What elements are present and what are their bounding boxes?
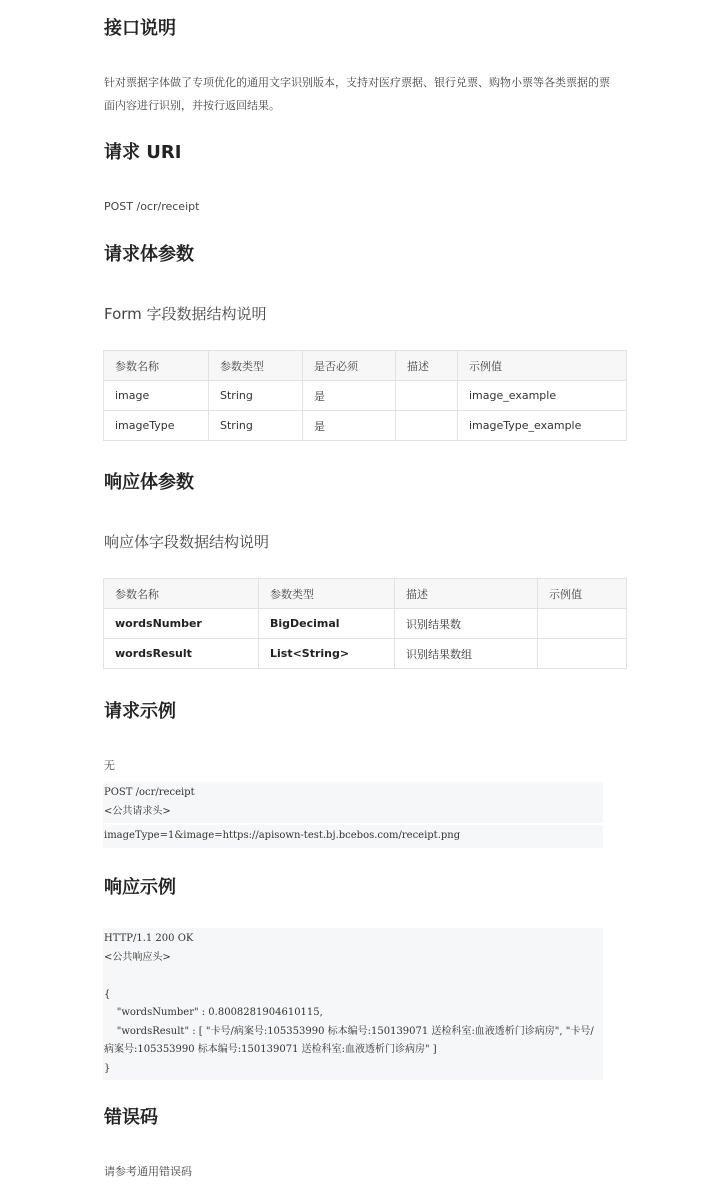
code-line	[104, 967, 603, 986]
table-cell: String	[209, 411, 303, 441]
table-cell	[538, 609, 627, 639]
response-body-table	[103, 578, 627, 669]
interface-description-text: 针对票据字体做了专项优化的通用文字识别版本，支持对医疗票据、银行兑票、购物小票等各类票据的票面内容进行识别，并按行返回结果。	[104, 76, 610, 112]
table-cell: String	[209, 381, 303, 411]
table-cell: image_example	[458, 381, 627, 411]
table-header-row	[104, 579, 627, 609]
section-title-error-codes: 错误码	[104, 1107, 158, 1128]
section-title-response-example: 响应示例	[104, 877, 176, 898]
code-line: <公共响应头>	[104, 951, 171, 963]
table-cell: 是	[303, 381, 396, 411]
table-row	[104, 609, 627, 639]
table-cell: List<String>	[259, 639, 395, 669]
table-cell: BigDecimal	[259, 609, 395, 639]
response-body-subtitle: 响应体字段数据结构说明	[104, 533, 270, 551]
section-title-interface-description: 接口说明	[104, 18, 176, 39]
table-header-cell: 参数名称	[104, 579, 259, 609]
code-line: <公共请求头>	[104, 805, 171, 817]
table-cell: imageType	[104, 411, 209, 441]
section-title-response-body: 响应体参数	[104, 472, 194, 493]
code-line: {	[104, 988, 111, 1000]
code-line: imageType=1&image=https://apisown-test.bj.bcebos.com/receipt.png	[104, 830, 461, 841]
table-cell: 识别结果数	[395, 609, 538, 639]
request-body-subtitle: Form 字段数据结构说明	[104, 305, 267, 323]
table-header-cell: 参数类型	[259, 579, 395, 609]
table-row	[104, 639, 627, 669]
code-line: "wordsResult" : [ "卡号/病案号:105353990 标本编号:150139071 送检科室:血液透析门诊病房", "卡号/病案号:105353990 标本编号:150139071 送检科室:血液透析门诊病房" ]	[104, 1025, 594, 1055]
table-cell: wordsNumber	[104, 609, 259, 639]
code-line: POST /ocr/receipt	[104, 787, 195, 798]
request-example-body-code-block	[103, 825, 603, 848]
table-header-cell: 参数类型	[209, 351, 303, 381]
response-example-code-block	[103, 928, 603, 1080]
request-example-text: 无	[104, 759, 115, 772]
table-cell: image	[104, 381, 209, 411]
table-cell: 识别结果数组	[395, 639, 538, 669]
table-cell: 是	[303, 411, 396, 441]
table-header-cell: 示例值	[538, 579, 627, 609]
table-row	[104, 381, 627, 411]
table-header-row	[104, 351, 627, 381]
table-header-cell: 示例值	[458, 351, 627, 381]
table-cell	[396, 381, 458, 411]
section-title-request-body: 请求体参数	[104, 244, 194, 265]
table-cell	[538, 639, 627, 669]
request-example-code-block	[103, 782, 603, 823]
error-codes-text: 请参考通用错误码	[104, 1165, 192, 1178]
table-header-cell: 描述	[396, 351, 458, 381]
table-cell	[396, 411, 458, 441]
table-row	[104, 411, 627, 441]
code-line: "wordsNumber" : 0.8008281904610115,	[104, 1007, 323, 1018]
section-title-request-example: 请求示例	[104, 701, 176, 722]
code-line: HTTP/1.1 200 OK	[104, 933, 194, 944]
request-uri-text: POST /ocr/receipt	[104, 200, 200, 213]
table-cell: imageType_example	[458, 411, 627, 441]
table-header-cell: 是否必须	[303, 351, 396, 381]
section-title-request-uri: 请求 URI	[104, 142, 182, 163]
code-line: }	[104, 1062, 111, 1074]
table-cell: wordsResult	[104, 639, 259, 669]
request-body-table	[103, 350, 627, 441]
table-header-cell: 描述	[395, 579, 538, 609]
table-header-cell: 参数名称	[104, 351, 209, 381]
